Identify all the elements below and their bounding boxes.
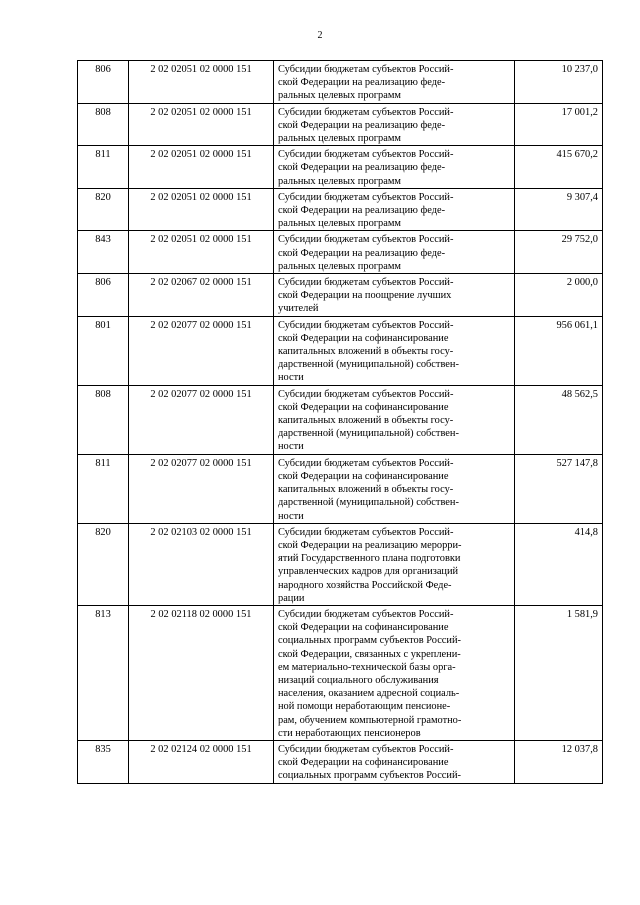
revenue-name-cell: Субсидии бюджетам субъектов Россий- ской Федерации на софинансирование капитальных вложений в объекты госу- дарственной (муниципальной) собствен- ности <box>274 385 515 454</box>
table-row <box>78 61 603 104</box>
admin-code-cell: 835 <box>78 740 129 783</box>
admin-code-cell: 820 <box>78 523 129 605</box>
admin-code-cell: 843 <box>78 231 129 274</box>
revenue-name-cell: Субсидии бюджетам субъектов Россий- ской Федерации на софинансирование социальных программ субъектов Россий- ской Федерации, связанных с укреплени- ем материально-технической базы орга- низаций социального обслуживания населения, оказанием адресной социаль- ной помощи неработающим пенсионе- рам, обучением компьютерной грамотно- сти неработающих пенсионеров <box>274 605 515 740</box>
page-number: 2 <box>317 30 323 41</box>
table-row <box>78 454 603 523</box>
admin-code-cell: 806 <box>78 61 129 104</box>
budget-code-cell: 2 02 02051 02 0000 151 <box>129 188 274 231</box>
budget-code-cell: 2 02 02051 02 0000 151 <box>129 103 274 146</box>
table-row <box>78 231 603 274</box>
revenue-name-cell: Субсидии бюджетам субъектов Россий- ской Федерации на софинансирование социальных программ субъектов Россий- <box>274 740 515 783</box>
amount-cell: 12 037,8 <box>515 740 603 783</box>
admin-code-cell: 801 <box>78 316 129 385</box>
revenue-name-cell: Субсидии бюджетам субъектов Россий- ской Федерации на реализацию феде- ральных целевых программ <box>274 188 515 231</box>
amount-cell: 415 670,2 <box>515 146 603 189</box>
table-row <box>78 316 603 385</box>
budget-code-cell: 2 02 02077 02 0000 151 <box>129 454 274 523</box>
budget-code-cell: 2 02 02077 02 0000 151 <box>129 316 274 385</box>
admin-code-cell: 813 <box>78 605 129 740</box>
revenue-name-cell: Субсидии бюджетам субъектов Россий- ской Федерации на софинансирование капитальных вложений в объекты госу- дарственной (муниципальной) собствен- ности <box>274 316 515 385</box>
budget-code-cell: 2 02 02067 02 0000 151 <box>129 274 274 317</box>
amount-cell: 1 581,9 <box>515 605 603 740</box>
amount-cell: 527 147,8 <box>515 454 603 523</box>
amount-cell: 956 061,1 <box>515 316 603 385</box>
table-row <box>78 103 603 146</box>
amount-cell: 10 237,0 <box>515 61 603 104</box>
revenue-name-cell: Субсидии бюджетам субъектов Россий- ской Федерации на реализацию феде- ральных целевых программ <box>274 146 515 189</box>
table-row <box>78 274 603 317</box>
table-row <box>78 385 603 454</box>
amount-cell: 414,8 <box>515 523 603 605</box>
budget-code-cell: 2 02 02077 02 0000 151 <box>129 385 274 454</box>
amount-cell: 9 307,4 <box>515 188 603 231</box>
admin-code-cell: 811 <box>78 454 129 523</box>
revenue-name-cell: Субсидии бюджетам субъектов Россий- ской Федерации на реализацию феде- ральных целевых программ <box>274 231 515 274</box>
table-row <box>78 523 603 605</box>
revenue-name-cell: Субсидии бюджетам субъектов Россий- ской Федерации на софинансирование капитальных вложений в объекты госу- дарственной (муниципальной) собствен- ности <box>274 454 515 523</box>
table-row <box>78 605 603 740</box>
budget-table <box>77 60 603 784</box>
admin-code-cell: 806 <box>78 274 129 317</box>
amount-cell: 29 752,0 <box>515 231 603 274</box>
budget-table-body <box>78 61 603 784</box>
budget-code-cell: 2 02 02051 02 0000 151 <box>129 146 274 189</box>
revenue-name-cell: Субсидии бюджетам субъектов Россий- ской Федерации на поощрение лучших учителей <box>274 274 515 317</box>
revenue-name-cell: Субсидии бюджетам субъектов Россий- ской Федерации на реализацию феде- ральных целевых программ <box>274 61 515 104</box>
budget-code-cell: 2 02 02051 02 0000 151 <box>129 231 274 274</box>
revenue-name-cell: Субсидии бюджетам субъектов Россий- ской Федерации на реализацию феде- ральных целевых программ <box>274 103 515 146</box>
admin-code-cell: 808 <box>78 385 129 454</box>
revenue-name-cell: Субсидии бюджетам субъектов Россий- ской Федерации на реализацию мероpри- ятий Государственного плана подготовки управленческих кадров для организаций народного хозяйства Российской Феде- рации <box>274 523 515 605</box>
table-row <box>78 740 603 783</box>
amount-cell: 48 562,5 <box>515 385 603 454</box>
budget-code-cell: 2 02 02124 02 0000 151 <box>129 740 274 783</box>
admin-code-cell: 811 <box>78 146 129 189</box>
admin-code-cell: 820 <box>78 188 129 231</box>
admin-code-cell: 808 <box>78 103 129 146</box>
budget-code-cell: 2 02 02051 02 0000 151 <box>129 61 274 104</box>
table-row <box>78 146 603 189</box>
table-row <box>78 188 603 231</box>
amount-cell: 2 000,0 <box>515 274 603 317</box>
amount-cell: 17 001,2 <box>515 103 603 146</box>
budget-code-cell: 2 02 02103 02 0000 151 <box>129 523 274 605</box>
budget-code-cell: 2 02 02118 02 0000 151 <box>129 605 274 740</box>
